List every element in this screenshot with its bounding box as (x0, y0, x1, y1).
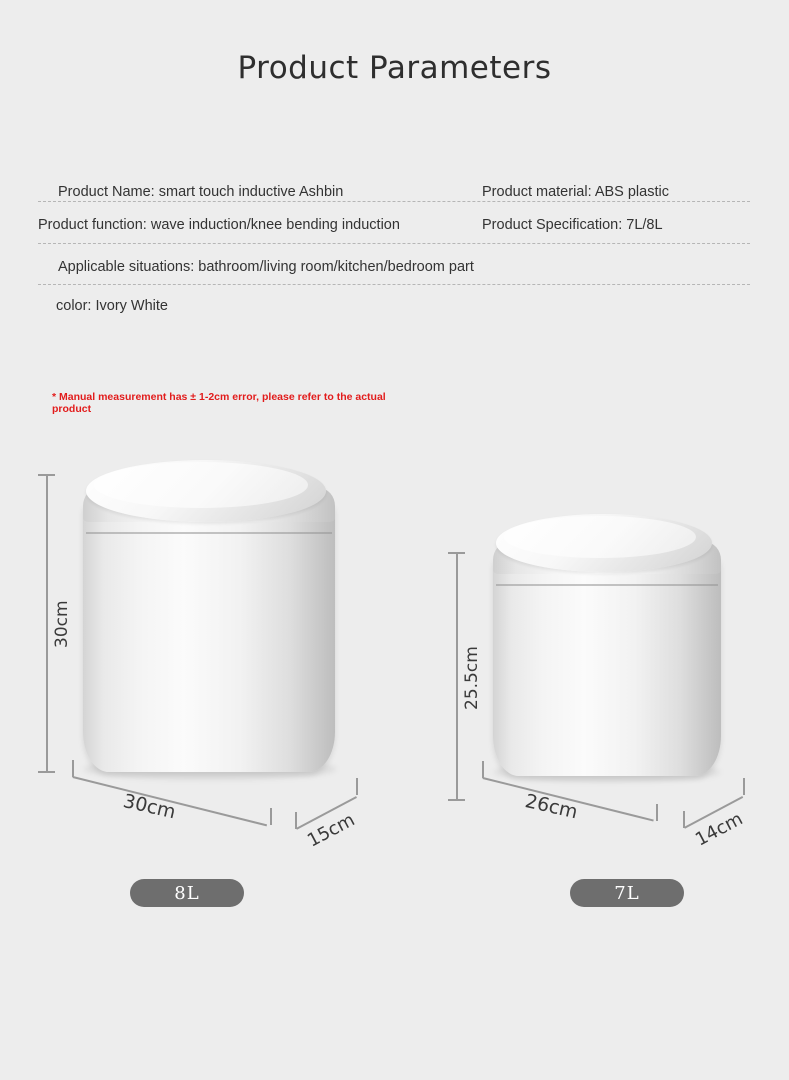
capacity-badge-7l: 7L (570, 879, 684, 907)
measurement-note: * Manual measurement has ± 1-2cm error, please refer to the actual product (52, 391, 386, 415)
depth-measure-cap-right (743, 778, 745, 795)
depth-label-8l: 15cm (304, 809, 359, 852)
specification-table (38, 168, 750, 315)
height-measure-cap-top (448, 552, 465, 554)
width-measure-cap-right (270, 808, 272, 825)
bin-rim-line (86, 532, 332, 534)
product-image-7l (462, 512, 747, 851)
height-measure-line (456, 552, 458, 800)
height-label-7l: 25.5cm (462, 646, 482, 710)
bin-rim-line (496, 584, 718, 586)
bin-lid-top (94, 462, 308, 508)
depth-measure-cap-left (683, 811, 685, 828)
spec-product-function: Product function: wave induction/knee bending induction (38, 217, 400, 233)
height-measure-cap-top (38, 474, 55, 476)
spec-product-name: Product Name: smart touch inductive Ashbin (58, 184, 344, 200)
bin-body (493, 554, 721, 776)
table-row (38, 168, 750, 202)
height-measure-cap-bottom (448, 799, 465, 801)
depth-measure-cap-left (295, 812, 297, 829)
depth-label-7l: 14cm (692, 808, 747, 851)
spec-applicable-situations: Applicable situations: bathroom/living room/kitchen/bedroom part (58, 259, 474, 275)
height-label-8l: 30cm (52, 600, 72, 648)
width-measure-cap-left (482, 761, 484, 778)
table-row (38, 285, 750, 315)
capacity-badge-8l: 8L (130, 879, 244, 907)
width-label-8l: 30cm (121, 790, 178, 824)
width-measure-cap-right (656, 804, 658, 821)
product-illustrations (0, 440, 789, 940)
bin-graphic (488, 512, 726, 788)
table-row (38, 202, 750, 244)
bin-graphic (78, 458, 340, 788)
bin-lid-top (504, 516, 696, 558)
spec-product-material: Product material: ABS plastic (482, 184, 669, 200)
page-title: Product Parameters (237, 50, 552, 86)
width-measure-cap-left (72, 760, 74, 777)
spec-color: color: Ivory White (56, 298, 168, 314)
height-measure-line (46, 474, 48, 772)
height-measure-cap-bottom (38, 771, 55, 773)
spec-product-specification: Product Specification: 7L/8L (482, 217, 663, 233)
table-row (38, 244, 750, 285)
depth-measure-cap-right (356, 778, 358, 795)
bin-body (83, 500, 335, 772)
width-label-7l: 26cm (523, 790, 580, 824)
product-image-8l (52, 458, 359, 852)
